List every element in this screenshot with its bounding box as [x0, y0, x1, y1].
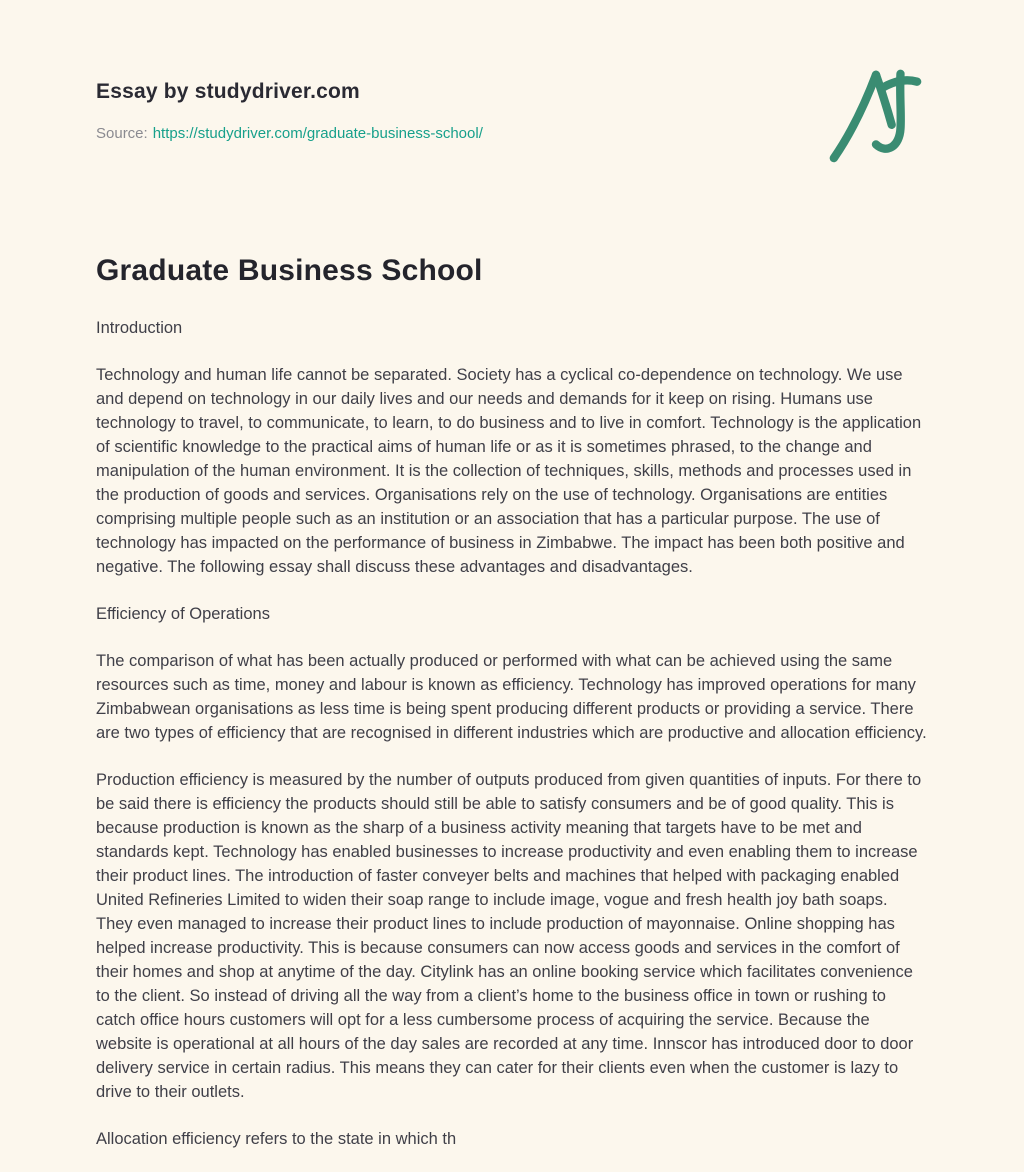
essay-title: Graduate Business School: [96, 254, 483, 287]
page-header: [96, 80, 928, 142]
section-label-efficiency: Efficiency of Operations: [96, 605, 270, 623]
essay-paragraph: Production efficiency is measured by the number of outputs produced from given quantities of inputs. For there to be said there is efficiency the products should still be able to satisfy consumers and be of good quality. This is because production is known as the sharp of a business activity meaning that targets have to be met and standards kept. Technology has enabled businesses to increase productivity and even enabling them to increase their product lines. The introduction of faster conveyer belts and machines that helped with packaging enabled United Refineries Limited to widen their soap range to include image, vogue and fresh health joy bath soaps. They even managed to increase their product lines to include production of mayonnaise. Online shopping has helped increase productivity. This is because consumers can now access goods and services in the comfort of their homes and shop at anytime of the day. Citylink has an online booking service which facilitates convenience to the client. So instead of driving all the way from a client’s home to the business office in town or rushing to catch office hours customers will opt for a less cumbersome process of acquiring the service. Because the website is operational at all hours of the day sales are recorded at any time. Innscor has introduced door to door delivery service in certain radius. This means they can cater for their clients even when the customer is lazy to drive to their outlets.: [96, 771, 922, 1101]
section-label-introduction: Introduction: [96, 319, 183, 337]
source-line: [96, 125, 928, 142]
studydriver-logo-icon: [826, 66, 924, 164]
byline: Essay by studydriver.com: [96, 80, 360, 103]
source-link[interactable]: https://studydriver.com/graduate-business-school/: [152, 125, 483, 142]
essay-body: [96, 254, 928, 1151]
essay-paragraph-truncated: Allocation efficiency refers to the state in which th: [96, 1130, 457, 1148]
essay-paragraph: Technology and human life cannot be separated. Society has a cyclical co-dependence on technology. We use and depend on technology in our daily lives and our needs and demands for it keep on rising. Humans use technology to travel, to communicate, to learn, to do business and to live in comfort. Technology is the application of scientific knowledge to the practical aims of human life or as it is sometimes phrased, to the change and manipulation of the human environment. It is the collection of techniques, skills, methods and processes used in the production of goods and services. Organisations rely on the use of technology. Organisations are entities comprising multiple people such as an institution or an association that has a particular purpose. The use of technology has impacted on the performance of business in Zimbabwe. The impact has been both positive and negative. The following essay shall discuss these advantages and disadvantages.: [96, 366, 922, 576]
essay-paragraph: The comparison of what has been actually produced or performed with what can be achieved using the same resources such as time, money and labour is known as efficiency. Technology has improved operations for many Zimbabwean organisations as less time is being spent producing different products or providing a service. There are two types of efficiency that are recognised in different industries which are productive and allocation efficiency.: [96, 652, 927, 742]
source-label: Source:: [96, 125, 148, 142]
